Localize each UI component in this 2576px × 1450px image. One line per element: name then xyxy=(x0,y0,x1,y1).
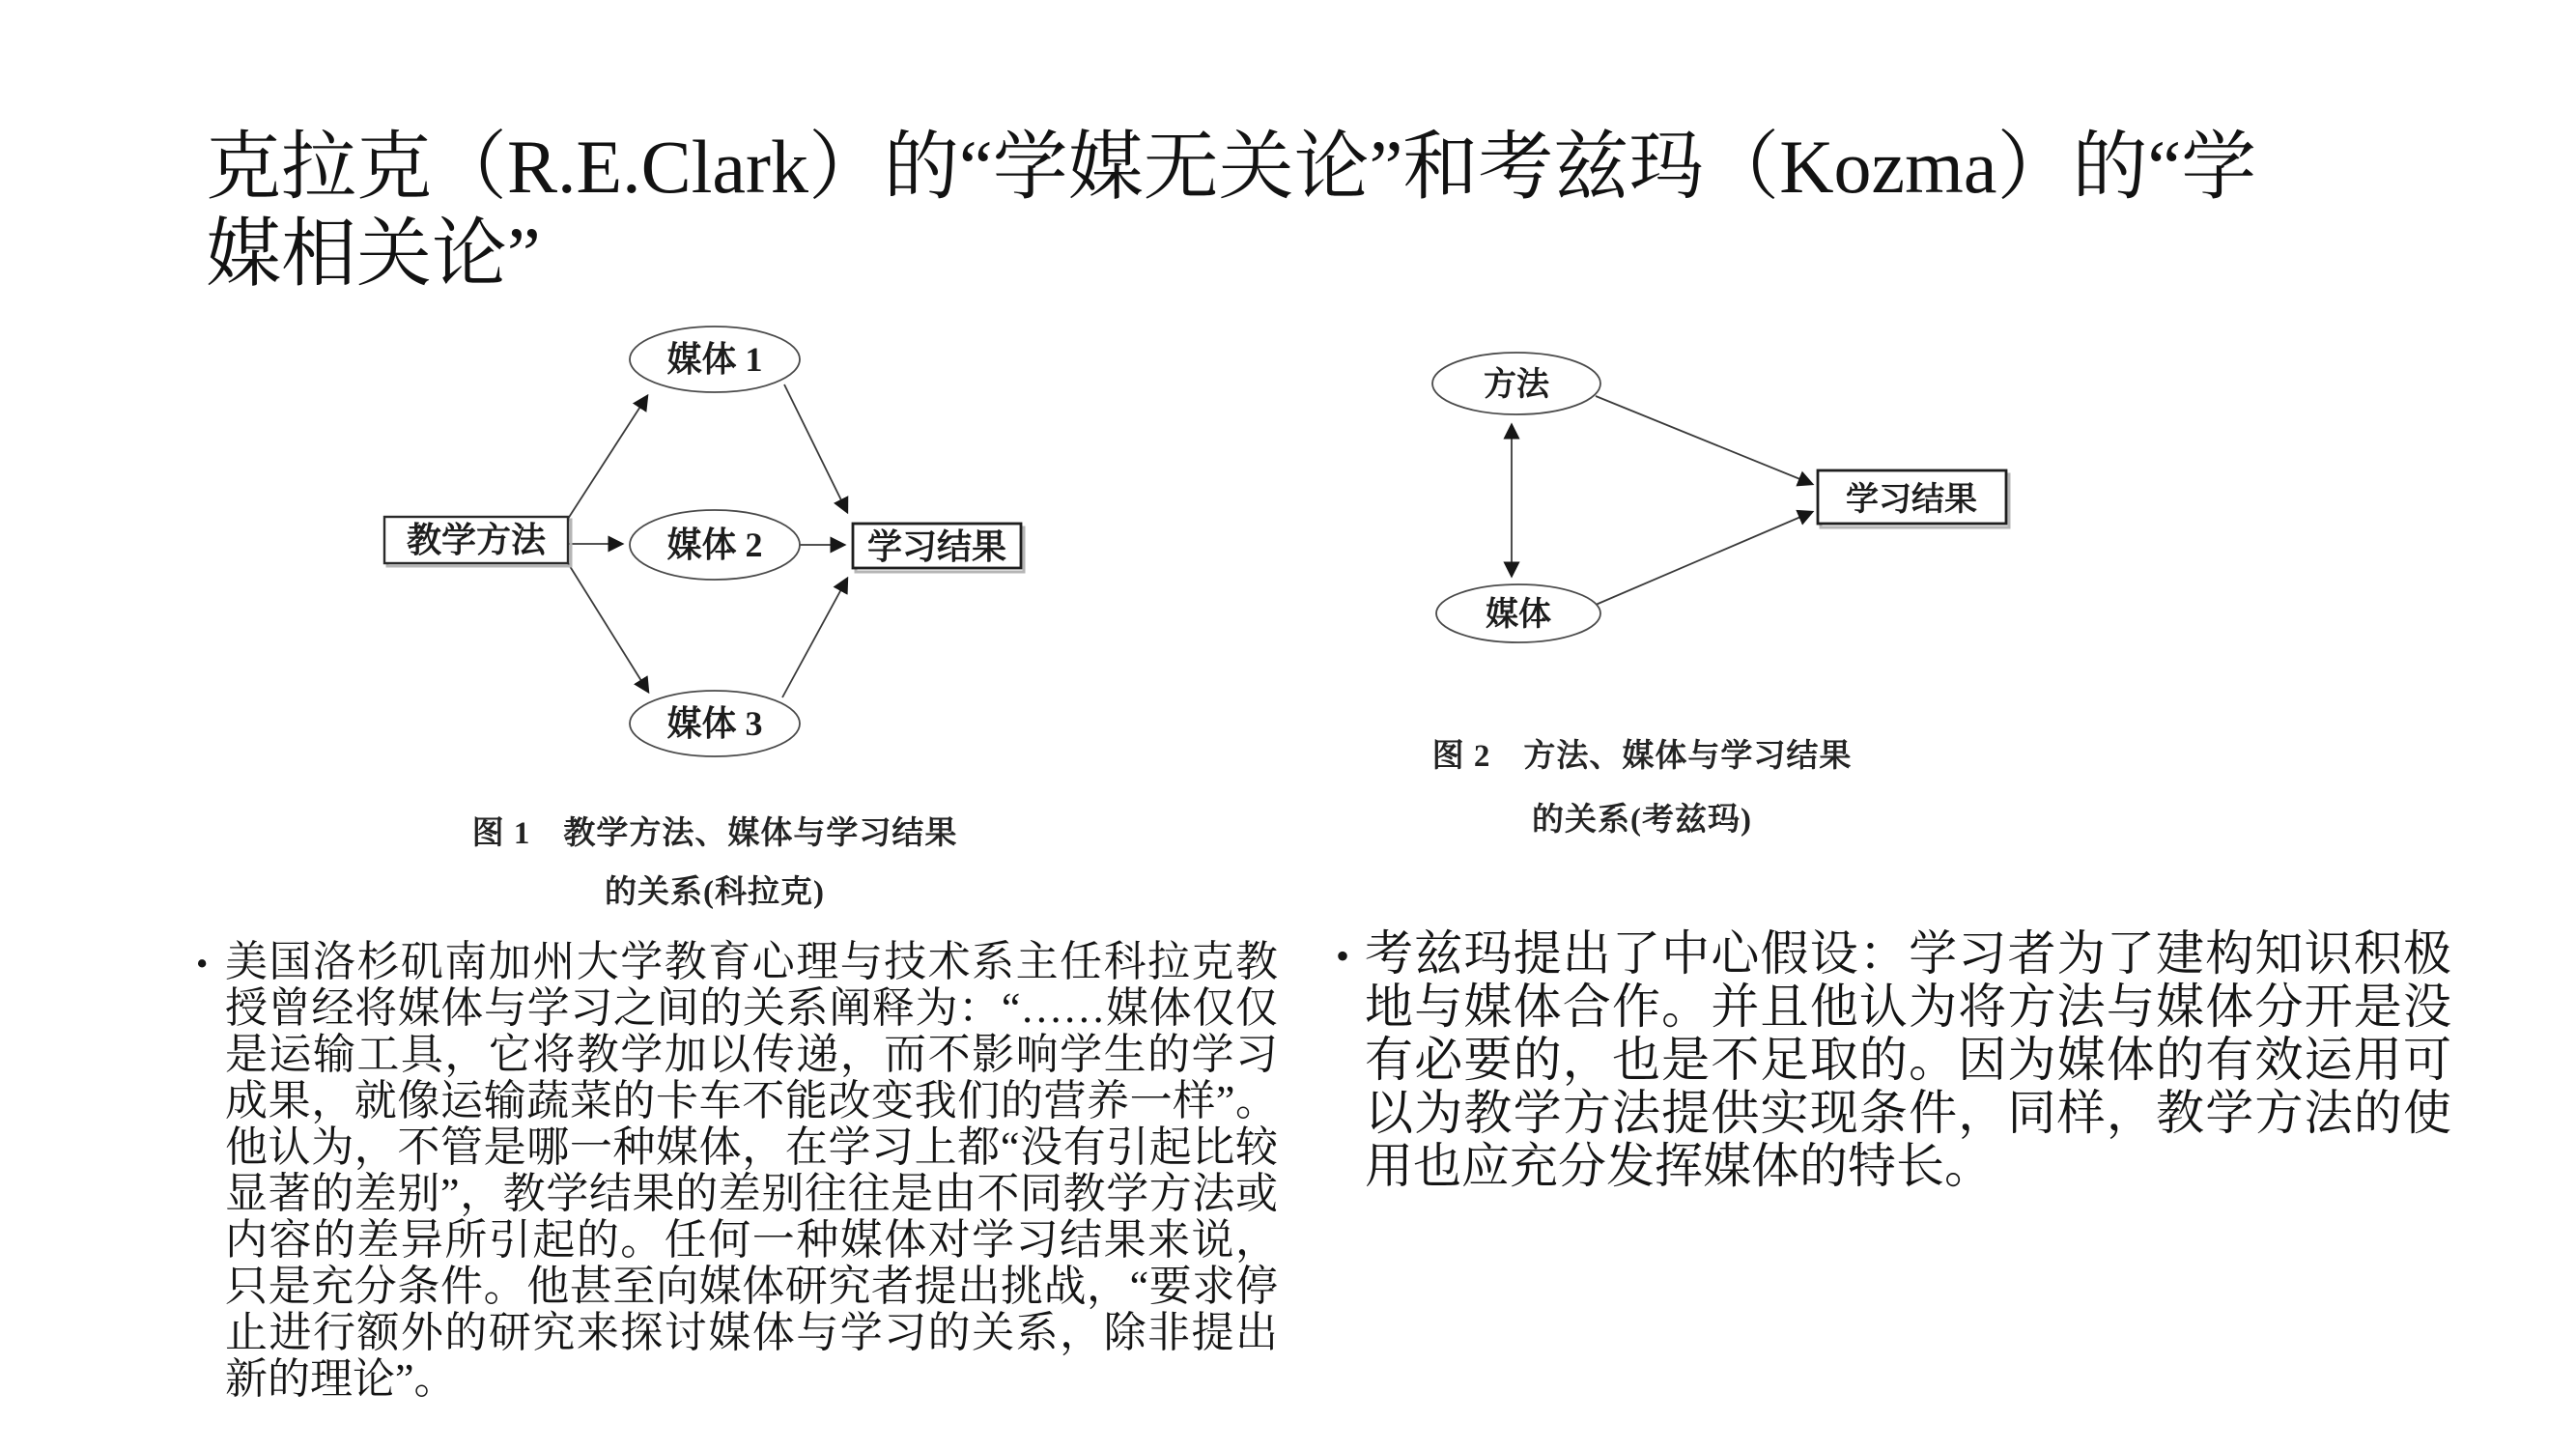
bullet-clark xyxy=(196,939,1302,1403)
result1-label: 学习结果 xyxy=(866,527,1007,566)
page-title-line2: 媒相关论” xyxy=(206,212,541,296)
arrow-media1-to-result xyxy=(784,384,847,512)
media1-label: 媒体 1 xyxy=(666,340,763,379)
figure2-diagram xyxy=(1430,328,2024,657)
bullet-clark-text: 美国洛杉矶南加州大学教育心理与技术系主任科拉克教授曾经将媒体与学习之间的关系阐释为：“……媒体仅仅是运输工具，它将教学加以传递，而不影响学生的学习成果，就像运输蔬菜的卡车不能改变我们的营养一样”。他认为，不管是哪一种媒体，在学习上都“没有引起比较显著的差别”，教学结果的差别往往是由不同教学方法或内容的差异所引起的。任何一种媒体对学习结果来说，只是充分条件。他甚至向媒体研究者提出挑战，“要求停止进行额外的研究来探讨媒体与学习的关系，除非提出新的理论”。 xyxy=(225,938,1278,1403)
figure1-caption-line1: 图 1 教学方法、媒体与学习结果 xyxy=(471,816,958,851)
figure2-caption-line1: 图 2 方法、媒体与学习结果 xyxy=(1431,739,1853,774)
arrow-method-to-result xyxy=(1596,396,1812,484)
figure1-diagram xyxy=(377,319,1043,773)
figure2-arrows xyxy=(1512,396,1812,605)
bullet-marker: • xyxy=(1336,934,1350,978)
figure1-caption-line2: 的关系(科拉克) xyxy=(605,875,825,910)
teaching-method-label: 教学方法 xyxy=(406,521,547,559)
bullet-marker: • xyxy=(196,945,209,982)
media-label: 媒体 xyxy=(1486,597,1551,633)
arrow-media-to-result xyxy=(1596,512,1812,605)
result2-label: 学习结果 xyxy=(1846,482,1977,518)
bullet-kozma-text: 考兹玛提出了中心假设：学习者为了建构知识积极地与媒体合作。并且他认为将方法与媒体分开是没有必要的，也是不足取的。因为媒体的有效运用可以为教学方法提供实现条件，同样，教学方法的使用也应充分发挥媒体的特长。 xyxy=(1365,926,2451,1193)
page-title xyxy=(206,124,2485,298)
bullet-kozma xyxy=(1336,927,2476,1193)
arrow-method-to-media3 xyxy=(568,563,648,692)
method-label: 方法 xyxy=(1484,367,1549,403)
media3-label: 媒体 3 xyxy=(666,704,763,743)
arrow-media3-to-result xyxy=(782,579,847,697)
media2-label: 媒体 2 xyxy=(666,526,763,564)
page-title-line1: 克拉克（R.E.Clark）的“学媒无关论”和考兹玛（Kozma）的“学 xyxy=(206,125,2257,209)
arrow-method-to-media1 xyxy=(568,396,647,519)
figure2-caption-line2: 的关系(考兹玛) xyxy=(1532,803,1752,838)
